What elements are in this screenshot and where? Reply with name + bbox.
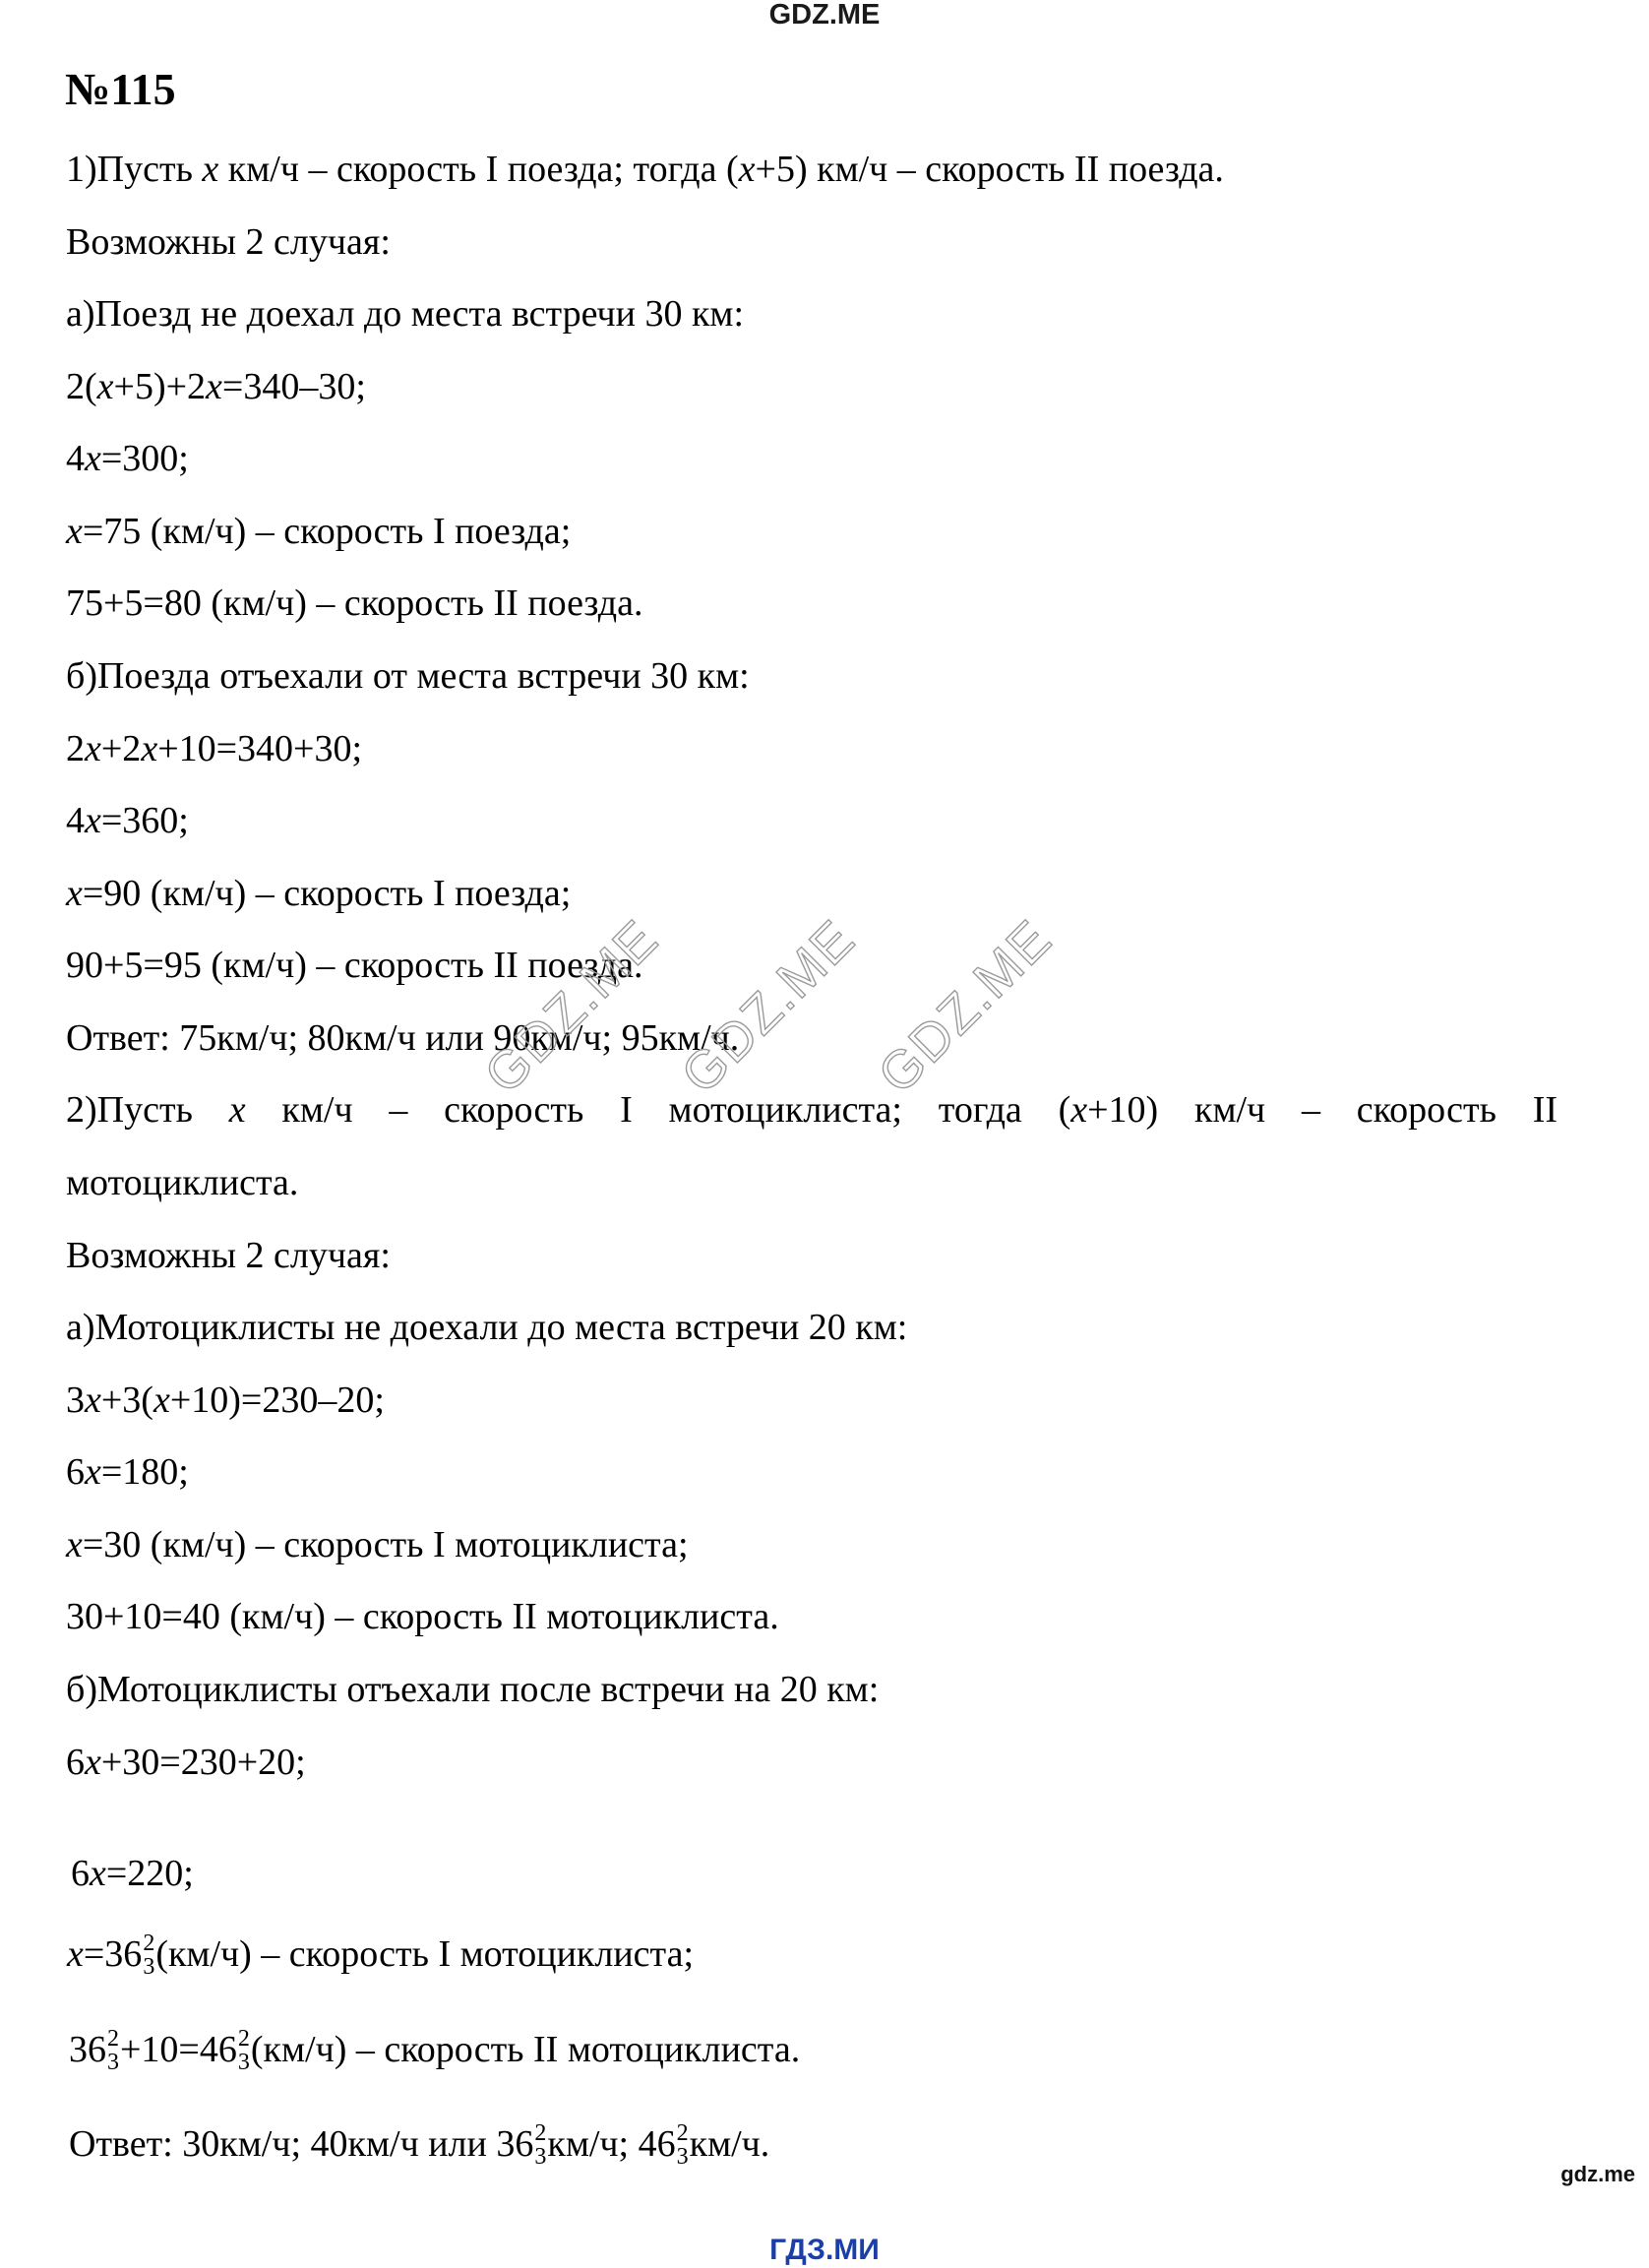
text-fragment: +10=46 xyxy=(120,2029,237,2070)
text-line: x=90 (км/ч) – скорость I поезда; xyxy=(66,873,572,914)
equation-line: 4x=360; xyxy=(66,800,189,841)
text-fragment: (км/ч) – скорость II мотоциклиста. xyxy=(250,2029,801,2070)
fraction-numerator: 2 xyxy=(143,1931,155,1957)
diagonal-watermark: GDZ.ME xyxy=(670,908,867,1105)
fraction-numerator: 2 xyxy=(534,2120,547,2147)
site-watermark-top: GDZ.ME xyxy=(768,0,881,31)
diagonal-watermark: GDZ.ME xyxy=(473,908,670,1105)
text-line: x=30 (км/ч) – скорость I мотоциклиста; xyxy=(66,1524,689,1565)
text-line: б)Поезда отъехали от места встречи 30 км: xyxy=(66,655,750,697)
fraction xyxy=(143,1931,154,1979)
text-line xyxy=(69,2026,1560,2076)
text-line xyxy=(67,1931,1558,1981)
text-line: а)Поезд не доехал до места встречи 30 км: xyxy=(66,293,745,335)
text-fragment: (км/ч) – скорость I мотоциклиста; xyxy=(155,1933,695,1975)
fraction xyxy=(107,2027,119,2074)
fraction xyxy=(677,2121,689,2169)
text-line: 1)Пусть x км/ч – скорость I поезда; тогда (x+5) км/ч – скорость II поезда. xyxy=(66,149,1224,190)
fraction xyxy=(534,2121,546,2169)
text-line: 90+5=95 (км/ч) – скорость II поезда. xyxy=(66,945,643,986)
equation-line: 6x+30=230+20; xyxy=(66,1742,306,1783)
equation-line: 6x=220; xyxy=(71,1853,194,1894)
fraction-numerator: 2 xyxy=(107,2026,119,2053)
equation-line: 6x=180; xyxy=(66,1451,189,1493)
equation-line: 3x+3(x+10)=230–20; xyxy=(66,1379,385,1421)
answer-line xyxy=(69,2120,1560,2171)
text-line: Возможны 2 случая: xyxy=(66,1235,391,1276)
site-watermark-bottom: ГДЗ.МИ xyxy=(769,2234,880,2266)
fraction xyxy=(238,2027,250,2074)
text-fragment: 36 xyxy=(69,2029,106,2070)
text-line: а)Мотоциклисты не доехали до места встречи 20 км: xyxy=(66,1307,908,1348)
equation-line: 2(x+5)+2x=340–30; xyxy=(66,366,366,407)
fraction-denominator: 3 xyxy=(237,2050,250,2076)
text-line: 30+10=40 (км/ч) – скорость II мотоциклиста. xyxy=(66,1596,779,1637)
text-line: мотоциклиста. xyxy=(66,1162,299,1203)
text-fragment: км/ч; 46 xyxy=(547,2123,676,2165)
fraction-numerator: 2 xyxy=(676,2120,689,2147)
equation-line: 4x=300; xyxy=(66,438,189,479)
fraction-denominator: 3 xyxy=(534,2144,547,2171)
problem-number: №115 xyxy=(65,64,176,114)
fraction-denominator: 3 xyxy=(143,1954,155,1981)
text-line: 75+5=80 (км/ч) – скорость II поезда. xyxy=(66,582,643,624)
fraction-denominator: 3 xyxy=(107,2050,119,2076)
text-line: x=75 (км/ч) – скорость I поезда; xyxy=(66,511,572,552)
fraction-numerator: 2 xyxy=(237,2026,250,2053)
text-line: 2)Пусть x км/ч – скорость I мотоциклиста; тогда (x+10) км/ч – скорость II xyxy=(66,1089,1558,1131)
equation-line: 2x+2x+10=340+30; xyxy=(66,728,363,769)
text-fragment: км/ч. xyxy=(689,2123,770,2165)
answer-line: Ответ: 75км/ч; 80км/ч или 90км/ч; 95км/ч. xyxy=(66,1017,740,1059)
text-line: Возможны 2 случая: xyxy=(66,221,391,263)
text-fragment: x=36 xyxy=(67,1933,143,1975)
diagonal-watermark: GDZ.ME xyxy=(867,908,1064,1105)
text-line: б)Мотоциклисты отъехали после встречи на 20 км: xyxy=(66,1669,880,1710)
site-watermark-corner: gdz.me xyxy=(1560,2162,1635,2186)
fraction-denominator: 3 xyxy=(676,2144,689,2171)
text-fragment: Ответ: 30км/ч; 40км/ч или 36 xyxy=(69,2123,534,2165)
